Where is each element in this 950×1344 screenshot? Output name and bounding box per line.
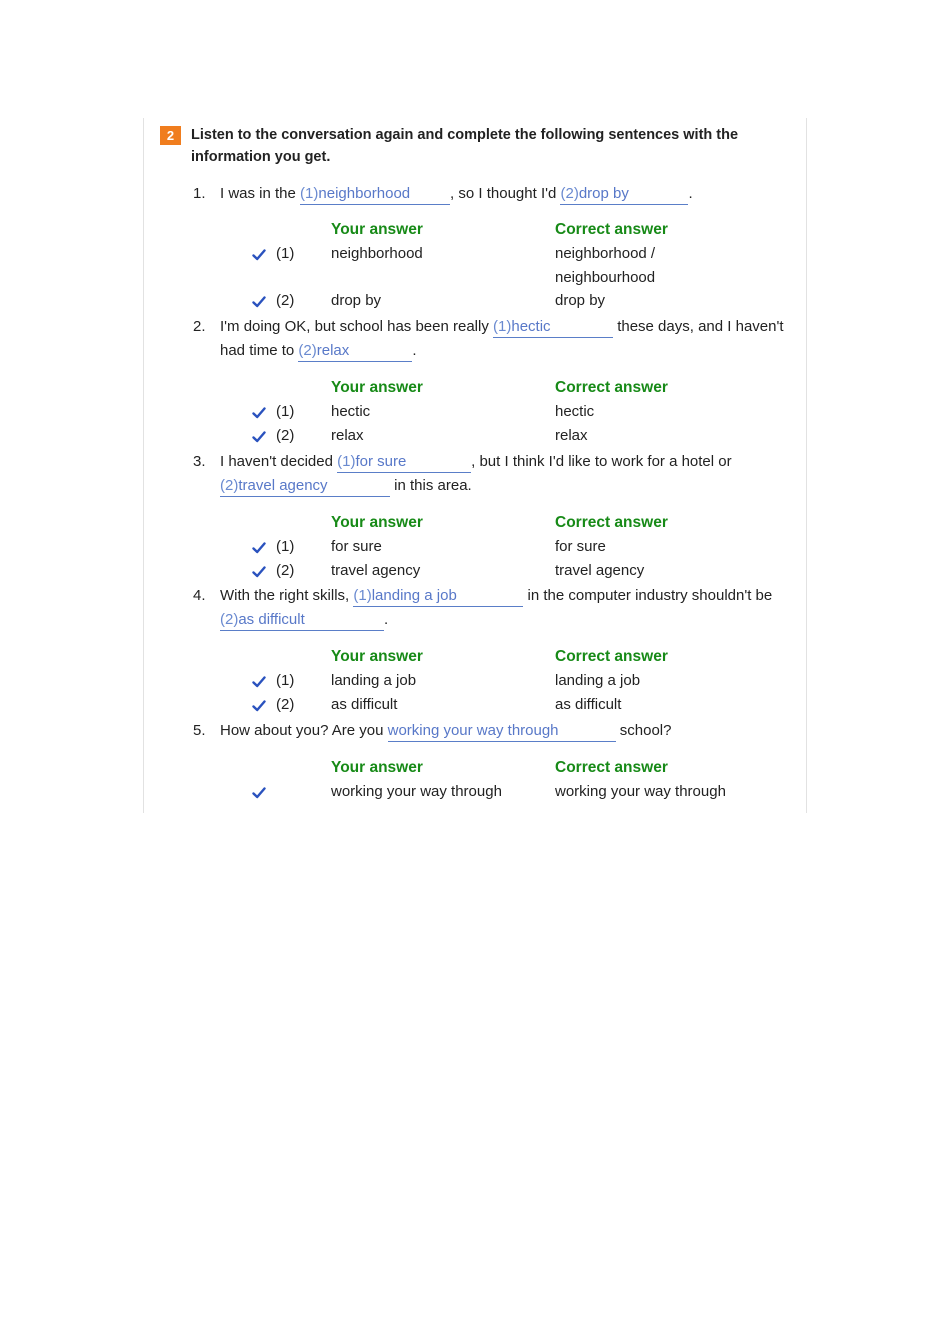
correct-answer-heading: Correct answer (555, 759, 668, 776)
exercise-number-badge: 2 (160, 126, 181, 145)
exercise-instruction: Listen to the conversation again and complete the following sentences with the information you get. (191, 127, 739, 165)
checkmark-icon (252, 675, 266, 689)
your-answer-value: neighborhood (331, 245, 423, 262)
correct-answer-value: working your way through (555, 783, 726, 800)
question-number: 2. (193, 318, 206, 335)
answer-blank-2[interactable]: (2)travel agency (220, 476, 390, 497)
question-text: I haven't decided (1)for sure , but I think I'd like to work for a hotel or (2)travel agency in this area. (220, 450, 785, 498)
answer-label: (2) (276, 696, 295, 713)
your-answer-value: landing a job (331, 672, 417, 689)
answer-blank-1[interactable]: (1)neighborhood (300, 184, 450, 205)
checkmark-icon (252, 295, 266, 309)
question-number: 1. (193, 185, 206, 202)
answer-blank-1[interactable]: (1)for sure (337, 452, 471, 473)
correct-answer-value: neighborhood / (555, 245, 656, 262)
correct-answer-value: drop by (555, 292, 606, 309)
your-answer-value: hectic (331, 403, 371, 420)
answer-label: (1) (276, 403, 295, 420)
correct-answer-heading: Correct answer (555, 221, 668, 238)
answer-blank-2[interactable]: (2)relax (298, 341, 412, 362)
answer-blank-1[interactable]: (1)landing a job (353, 586, 523, 607)
checkmark-icon (252, 541, 266, 555)
question-number: 4. (193, 587, 206, 604)
correct-answer-value: travel agency (555, 562, 645, 579)
checkmark-icon (252, 430, 266, 444)
question-text: How about you? Are you working your way through school? (220, 719, 785, 743)
your-answer-value: relax (331, 427, 364, 444)
checkmark-icon (252, 406, 266, 420)
answer-label: (2) (276, 292, 295, 309)
correct-answer-value: as difficult (555, 696, 622, 713)
answer-label: (1) (276, 538, 295, 555)
question-text: I was in the (1)neighborhood , so I thought I'd (2)drop by . (220, 182, 785, 206)
your-answer-value: for sure (331, 538, 382, 555)
answer-label: (2) (276, 427, 295, 444)
question-number: 5. (193, 722, 206, 739)
correct-answer-value: neighbourhood (555, 269, 656, 286)
answer-label: (2) (276, 562, 295, 579)
checkmark-icon (252, 786, 266, 800)
correct-answer-heading: Correct answer (555, 379, 668, 396)
correct-answer-heading: Correct answer (555, 648, 668, 665)
question-number: 3. (193, 453, 206, 470)
your-answer-heading: Your answer (331, 379, 423, 396)
your-answer-value: as difficult (331, 696, 398, 713)
your-answer-heading: Your answer (331, 648, 423, 665)
correct-answer-value: for sure (555, 538, 606, 555)
correct-answer-value: relax (555, 427, 588, 444)
your-answer-heading: Your answer (331, 514, 423, 531)
question-text: I'm doing OK, but school has been really (1)hectic these days, and I haven't had time to (2)relax . (220, 315, 785, 363)
answer-label: (1) (276, 245, 295, 262)
checkmark-icon (252, 699, 266, 713)
your-answer-value: travel agency (331, 562, 421, 579)
answer-blank-1[interactable]: working your way through (388, 721, 616, 742)
correct-answer-heading: Correct answer (555, 514, 668, 531)
answer-blank-1[interactable]: (1)hectic (493, 317, 613, 338)
correct-answer-value: hectic (555, 403, 595, 420)
checkmark-icon (252, 248, 266, 262)
your-answer-heading: Your answer (331, 759, 423, 776)
your-answer-heading: Your answer (331, 221, 423, 238)
answer-blank-2[interactable]: (2)as difficult (220, 610, 384, 631)
question-text: With the right skills, (1)landing a job in the computer industry shouldn't be (2)as difficult . (220, 584, 785, 632)
checkmark-icon (252, 565, 266, 579)
your-answer-value: drop by (331, 292, 382, 309)
answer-label: (1) (276, 672, 295, 689)
answer-blank-2[interactable]: (2)drop by (560, 184, 688, 205)
your-answer-value: working your way through (331, 783, 502, 800)
correct-answer-value: landing a job (555, 672, 641, 689)
